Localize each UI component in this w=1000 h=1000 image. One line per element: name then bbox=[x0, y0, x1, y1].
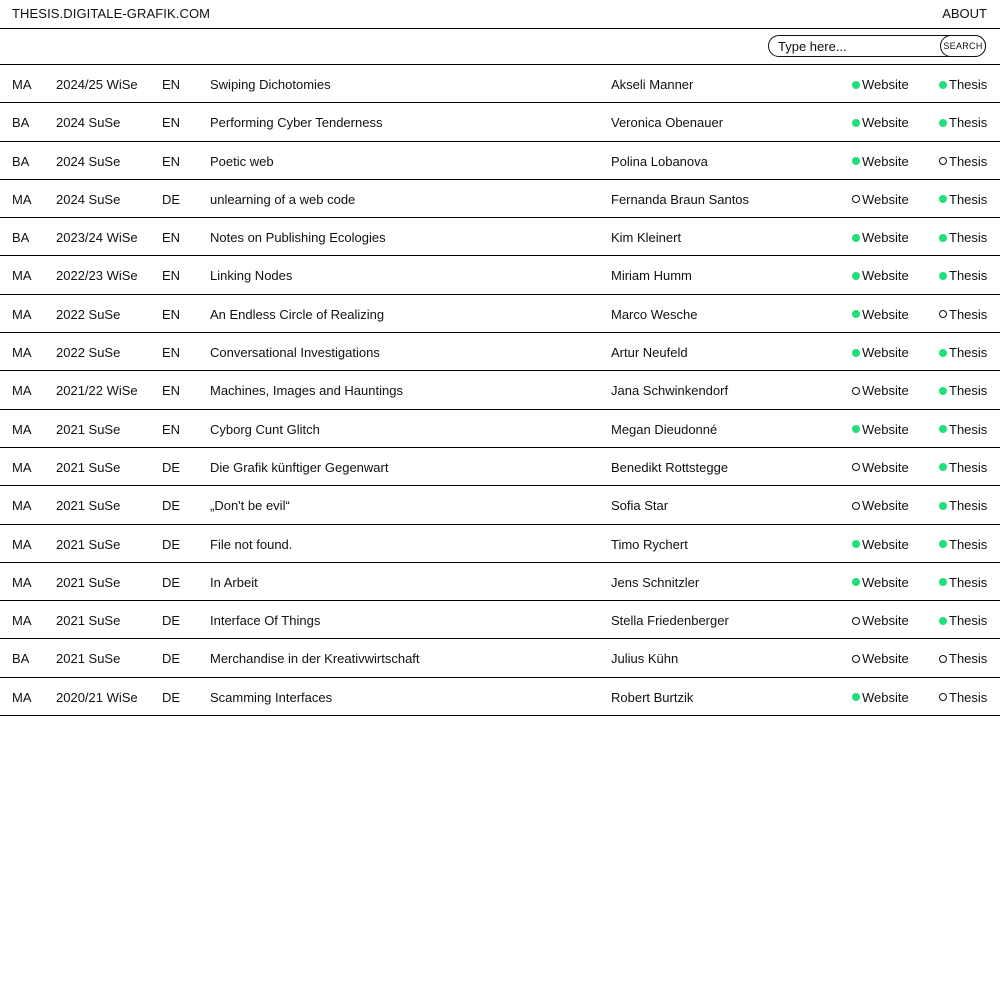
unavailable-dot-icon bbox=[939, 693, 947, 701]
degree-cell: MA bbox=[12, 613, 32, 629]
author-cell: Artur Neufeld bbox=[611, 345, 688, 361]
table-row bbox=[0, 180, 1000, 218]
language-cell: DE bbox=[162, 613, 181, 629]
thesis-link-label: Thesis bbox=[949, 268, 988, 284]
table-row bbox=[0, 448, 1000, 486]
search-input[interactable] bbox=[778, 37, 938, 55]
author-cell: Benedikt Rottstegge bbox=[611, 459, 729, 475]
term-cell: 2024/25 WiSe bbox=[56, 77, 138, 92]
thesis-link-label: Thesis bbox=[949, 498, 988, 514]
available-dot-icon bbox=[939, 387, 947, 395]
term-cell: 2024 SuSe bbox=[56, 191, 121, 207]
author-cell: Veronica Obenauer bbox=[611, 115, 724, 131]
thesis-title-cell: Interface Of Things bbox=[210, 613, 321, 629]
website-link-label: Website bbox=[862, 268, 909, 284]
thesis-link-label: Thesis bbox=[949, 230, 988, 246]
thesis-link-label: Thesis bbox=[949, 574, 988, 590]
thesis-title-cell: „Don't be evil“ bbox=[210, 498, 290, 514]
author-cell: Julius Kühn bbox=[611, 651, 679, 667]
thesis-link[interactable] bbox=[939, 690, 987, 705]
thesis-title-cell: An Endless Circle of Realizing bbox=[210, 306, 385, 322]
thesis-link-label: Thesis bbox=[949, 191, 988, 207]
author-cell: Jens Schnitzler bbox=[611, 574, 700, 590]
table-row bbox=[0, 218, 1000, 256]
degree-cell: BA bbox=[12, 153, 30, 169]
term-cell: 2024 SuSe bbox=[56, 115, 121, 131]
website-link-label: Website bbox=[862, 421, 909, 437]
website-link[interactable] bbox=[852, 422, 909, 437]
thesis-link[interactable] bbox=[939, 192, 987, 207]
term-cell: 2022 SuSe bbox=[56, 306, 121, 322]
term-cell: 2021 SuSe bbox=[56, 651, 121, 667]
available-dot-icon bbox=[939, 195, 947, 203]
thesis-link-label: Thesis bbox=[949, 77, 988, 92]
thesis-link-label: Thesis bbox=[949, 383, 988, 399]
thesis-link[interactable] bbox=[939, 537, 987, 552]
table-row bbox=[0, 142, 1000, 180]
thesis-link-label: Thesis bbox=[949, 421, 988, 437]
thesis-link-label: Thesis bbox=[949, 459, 988, 475]
table-row bbox=[0, 410, 1000, 448]
available-dot-icon bbox=[852, 540, 860, 548]
term-cell: 2022/23 WiSe bbox=[56, 268, 138, 284]
author-cell: Timo Rychert bbox=[611, 536, 688, 552]
search-bar bbox=[0, 29, 1000, 65]
website-link[interactable] bbox=[852, 383, 909, 398]
website-link[interactable] bbox=[852, 230, 909, 245]
term-cell: 2021 SuSe bbox=[56, 613, 121, 629]
degree-cell: BA bbox=[12, 651, 30, 667]
thesis-link[interactable] bbox=[939, 575, 987, 590]
language-cell: EN bbox=[162, 230, 181, 246]
degree-cell: MA bbox=[12, 536, 32, 552]
available-dot-icon bbox=[852, 234, 860, 242]
table-row bbox=[0, 295, 1000, 333]
thesis-link-label: Thesis bbox=[949, 651, 988, 667]
website-link-label: Website bbox=[862, 459, 909, 475]
available-dot-icon bbox=[852, 81, 860, 89]
thesis-link-label: Thesis bbox=[949, 306, 988, 322]
website-link-label: Website bbox=[862, 115, 909, 131]
website-link-label: Website bbox=[862, 651, 909, 667]
thesis-link[interactable] bbox=[939, 268, 987, 283]
language-cell: EN bbox=[162, 345, 181, 361]
language-cell: DE bbox=[162, 651, 181, 667]
site-title-link[interactable]: THESIS.DIGITALE-GRAFIK.COM bbox=[12, 6, 211, 21]
available-dot-icon bbox=[939, 578, 947, 586]
available-dot-icon bbox=[939, 119, 947, 127]
website-link-label: Website bbox=[862, 536, 909, 552]
website-link-label: Website bbox=[862, 574, 909, 590]
thesis-link[interactable] bbox=[939, 115, 987, 130]
available-dot-icon bbox=[852, 157, 860, 165]
language-cell: EN bbox=[162, 153, 181, 169]
thesis-link-label: Thesis bbox=[949, 613, 988, 629]
unavailable-dot-icon bbox=[939, 157, 947, 165]
available-dot-icon bbox=[852, 425, 860, 433]
website-link-label: Website bbox=[862, 153, 909, 169]
thesis-title-cell: Conversational Investigations bbox=[210, 345, 380, 361]
website-link[interactable] bbox=[852, 690, 909, 705]
website-link-label: Website bbox=[862, 689, 909, 705]
website-link[interactable] bbox=[852, 651, 909, 666]
thesis-title-cell: Die Grafik künftiger Gegenwart bbox=[210, 459, 389, 475]
thesis-title-cell: In Arbeit bbox=[210, 574, 258, 590]
term-cell: 2021 SuSe bbox=[56, 459, 121, 475]
degree-cell: MA bbox=[12, 306, 32, 322]
term-cell: 2024 SuSe bbox=[56, 153, 121, 169]
author-cell: Kim Kleinert bbox=[611, 230, 682, 246]
thesis-title-cell: File not found. bbox=[210, 536, 293, 552]
available-dot-icon bbox=[939, 234, 947, 242]
website-link[interactable] bbox=[852, 613, 909, 628]
degree-cell: BA bbox=[12, 115, 30, 131]
website-link[interactable] bbox=[852, 268, 909, 283]
available-dot-icon bbox=[939, 502, 947, 510]
search-box bbox=[768, 35, 986, 57]
author-cell: Polina Lobanova bbox=[611, 153, 708, 169]
term-cell: 2021 SuSe bbox=[56, 498, 121, 514]
available-dot-icon bbox=[939, 349, 947, 357]
language-cell: DE bbox=[162, 536, 181, 552]
unavailable-dot-icon bbox=[852, 463, 860, 471]
available-dot-icon bbox=[852, 272, 860, 280]
website-link[interactable] bbox=[852, 498, 909, 513]
table-row bbox=[0, 678, 1000, 716]
language-cell: DE bbox=[162, 574, 181, 590]
website-link[interactable] bbox=[852, 460, 909, 475]
table-row bbox=[0, 563, 1000, 601]
site-header bbox=[0, 0, 1000, 29]
website-link[interactable] bbox=[852, 307, 909, 322]
website-link-label: Website bbox=[862, 498, 909, 514]
author-cell: Megan Dieudonné bbox=[611, 421, 718, 437]
website-link[interactable] bbox=[852, 154, 909, 169]
website-link[interactable] bbox=[852, 575, 909, 590]
table-row bbox=[0, 639, 1000, 677]
thesis-link-label: Thesis bbox=[949, 153, 988, 169]
author-cell: Sofia Star bbox=[611, 498, 669, 514]
degree-cell: MA bbox=[12, 191, 32, 207]
thesis-list bbox=[0, 65, 1000, 716]
degree-cell: BA bbox=[12, 230, 30, 246]
language-cell: DE bbox=[162, 459, 181, 475]
language-cell: DE bbox=[162, 191, 181, 207]
available-dot-icon bbox=[939, 81, 947, 89]
about-link[interactable]: ABOUT bbox=[942, 6, 987, 21]
language-cell: EN bbox=[162, 268, 181, 284]
term-cell: 2020/21 WiSe bbox=[56, 689, 138, 705]
available-dot-icon bbox=[939, 272, 947, 280]
degree-cell: MA bbox=[12, 574, 32, 590]
language-cell: EN bbox=[162, 421, 181, 437]
thesis-title-cell: Notes on Publishing Ecologies bbox=[210, 230, 386, 246]
author-cell: Fernanda Braun Santos bbox=[611, 191, 750, 207]
table-row bbox=[0, 525, 1000, 563]
term-cell: 2021/22 WiSe bbox=[56, 383, 138, 399]
thesis-link[interactable] bbox=[939, 77, 987, 92]
website-link-label: Website bbox=[862, 230, 909, 246]
term-cell: 2021 SuSe bbox=[56, 421, 121, 437]
author-cell: Marco Wesche bbox=[611, 306, 698, 322]
thesis-title-cell: Scamming Interfaces bbox=[210, 689, 333, 705]
thesis-link[interactable] bbox=[939, 460, 987, 475]
degree-cell: MA bbox=[12, 77, 32, 92]
term-cell: 2021 SuSe bbox=[56, 574, 121, 590]
website-link-label: Website bbox=[862, 306, 909, 322]
unavailable-dot-icon bbox=[939, 655, 947, 663]
thesis-title-cell: Performing Cyber Tenderness bbox=[210, 115, 383, 131]
table-row bbox=[0, 371, 1000, 409]
unavailable-dot-icon bbox=[852, 195, 860, 203]
thesis-link[interactable] bbox=[939, 307, 987, 322]
website-link[interactable] bbox=[852, 77, 909, 92]
available-dot-icon bbox=[939, 540, 947, 548]
term-cell: 2021 SuSe bbox=[56, 536, 121, 552]
degree-cell: MA bbox=[12, 459, 32, 475]
available-dot-icon bbox=[939, 617, 947, 625]
website-link[interactable] bbox=[852, 192, 909, 207]
degree-cell: MA bbox=[12, 421, 32, 437]
thesis-link-label: Thesis bbox=[949, 345, 988, 361]
thesis-link[interactable] bbox=[939, 383, 987, 398]
table-row bbox=[0, 256, 1000, 294]
table-row bbox=[0, 333, 1000, 371]
language-cell: DE bbox=[162, 498, 181, 514]
degree-cell: MA bbox=[12, 498, 32, 514]
website-link[interactable] bbox=[852, 345, 909, 360]
available-dot-icon bbox=[852, 693, 860, 701]
term-cell: 2022 SuSe bbox=[56, 345, 121, 361]
thesis-title-cell: Cyborg Cunt Glitch bbox=[210, 421, 320, 437]
unavailable-dot-icon bbox=[852, 502, 860, 510]
author-cell: Jana Schwinkendorf bbox=[611, 383, 729, 399]
author-cell: Akseli Manner bbox=[611, 77, 694, 92]
degree-cell: MA bbox=[12, 268, 32, 284]
search-button[interactable]: SEARCH bbox=[940, 35, 986, 57]
available-dot-icon bbox=[852, 310, 860, 318]
table-row bbox=[0, 601, 1000, 639]
thesis-link[interactable] bbox=[939, 651, 987, 666]
author-cell: Miriam Humm bbox=[611, 268, 692, 284]
thesis-title-cell: Linking Nodes bbox=[210, 268, 293, 284]
language-cell: EN bbox=[162, 306, 181, 322]
available-dot-icon bbox=[852, 578, 860, 586]
language-cell: EN bbox=[162, 77, 181, 92]
thesis-link-label: Thesis bbox=[949, 536, 988, 552]
thesis-link-label: Thesis bbox=[949, 115, 988, 131]
website-link-label: Website bbox=[862, 77, 909, 92]
thesis-link[interactable] bbox=[939, 345, 987, 360]
website-link[interactable] bbox=[852, 115, 909, 130]
available-dot-icon bbox=[852, 349, 860, 357]
degree-cell: MA bbox=[12, 689, 32, 705]
unavailable-dot-icon bbox=[852, 387, 860, 395]
unavailable-dot-icon bbox=[852, 617, 860, 625]
thesis-link[interactable] bbox=[939, 422, 987, 437]
table-row bbox=[0, 103, 1000, 141]
degree-cell: MA bbox=[12, 383, 32, 399]
thesis-title-cell: Merchandise in der Kreativwirtschaft bbox=[210, 651, 420, 667]
website-link-label: Website bbox=[862, 383, 909, 399]
degree-cell: MA bbox=[12, 345, 32, 361]
language-cell: DE bbox=[162, 689, 181, 705]
unavailable-dot-icon bbox=[852, 655, 860, 663]
language-cell: EN bbox=[162, 115, 181, 131]
unavailable-dot-icon bbox=[939, 310, 947, 318]
website-link[interactable] bbox=[852, 537, 909, 552]
thesis-link[interactable] bbox=[939, 154, 987, 169]
thesis-link-label: Thesis bbox=[949, 689, 988, 705]
thesis-link[interactable] bbox=[939, 230, 987, 245]
thesis-title-cell: Poetic web bbox=[210, 153, 274, 169]
thesis-link[interactable] bbox=[939, 613, 987, 628]
thesis-title-cell: Swiping Dichotomies bbox=[210, 77, 331, 92]
table-row bbox=[0, 65, 1000, 103]
website-link-label: Website bbox=[862, 191, 909, 207]
website-link-label: Website bbox=[862, 345, 909, 361]
website-link-label: Website bbox=[862, 613, 909, 629]
available-dot-icon bbox=[939, 463, 947, 471]
term-cell: 2023/24 WiSe bbox=[56, 230, 138, 246]
author-cell: Robert Burtzik bbox=[611, 689, 694, 705]
language-cell: EN bbox=[162, 383, 181, 399]
available-dot-icon bbox=[939, 425, 947, 433]
available-dot-icon bbox=[852, 119, 860, 127]
thesis-link[interactable] bbox=[939, 498, 987, 513]
thesis-title-cell: unlearning of a web code bbox=[210, 191, 356, 207]
thesis-title-cell: Machines, Images and Hauntings bbox=[210, 383, 403, 399]
author-cell: Stella Friedenberger bbox=[611, 613, 729, 629]
table-row bbox=[0, 486, 1000, 524]
